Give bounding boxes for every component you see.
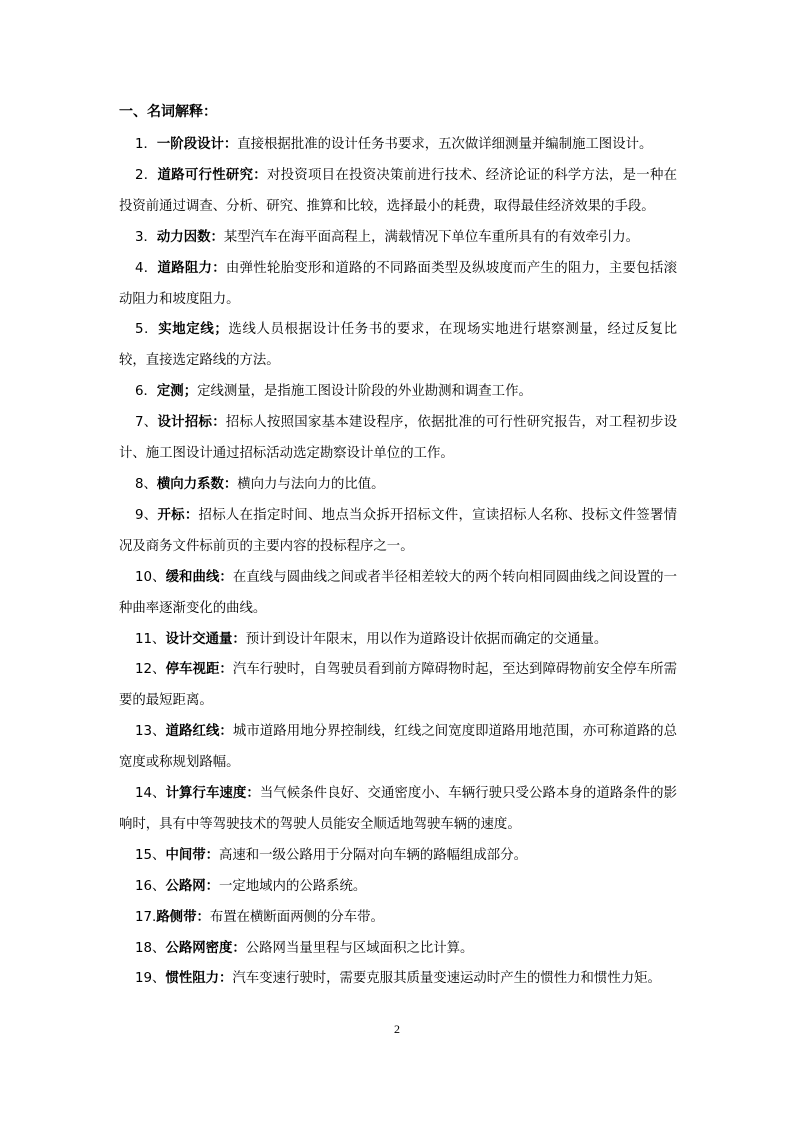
entry-separator: ：: [219, 971, 233, 987]
entry-definition: 由弹性轮胎变形和道路的不同路面类型及纵坡度而产生的阻力，主要包括滚动阻力和坡度阻力。: [119, 260, 678, 307]
entry-number: 10、: [135, 569, 166, 585]
entry-term: 实地定线: [158, 322, 215, 338]
entry-definition: 选线人员根据设计任务书的要求，在现场实地进行堪察测量，经过反复比较，直接选定路线的方法。: [119, 322, 678, 369]
entry-term: 定测: [156, 384, 184, 400]
entry-number: 5．: [135, 322, 159, 338]
entry-definition: 直接根据批准的设计任务书要求，五次做详细测量并编制施工图设计。: [237, 137, 653, 152]
definition-entry: [119, 625, 677, 656]
entry-term: 惯性阻力: [165, 971, 219, 987]
entry-number: 14、: [135, 786, 166, 802]
entry-definition: 预计到设计年限末，用以作为道路设计依据而确定的交通量。: [245, 631, 608, 647]
entry-separator: ：: [223, 476, 238, 492]
entry-term: 横向力系数: [156, 476, 224, 492]
entry-separator: ：: [205, 878, 219, 894]
definition-entry: [119, 223, 677, 254]
definition-entry: [119, 563, 677, 625]
definition-entry: [119, 779, 677, 841]
definition-entry: [119, 161, 677, 223]
entry-number: 19、: [135, 971, 166, 987]
entry-number: 2．: [135, 167, 158, 183]
definition-entry: [119, 470, 677, 501]
entry-definition: 招标人按照国家基本建设程序，依据批准的可行性研究报告，对工程初步设计、施工图设计通过招标活动选定勘察设计单位的工作。: [119, 415, 678, 462]
entry-number: 4．: [135, 260, 158, 276]
definition-entry: [119, 130, 677, 161]
definition-entry: [119, 872, 677, 903]
entry-definition: 城市道路用地分界控制线，红线之间宽度即道路用地范围，亦可称道路的总宽度或称规划路幅。: [119, 724, 678, 771]
definition-entry: [119, 315, 677, 377]
page-number: 2: [394, 1022, 400, 1036]
entry-term: 道路可行性研究: [157, 167, 254, 183]
entry-term: 设计招标: [157, 415, 213, 431]
entry-term: 中间带: [165, 847, 206, 863]
definition-entry: [119, 254, 677, 316]
entry-separator: ：: [212, 260, 226, 276]
definition-list: [119, 130, 677, 995]
entry-definition: 布置在横断面两侧的分车带。: [209, 909, 384, 925]
definition-entry: [119, 903, 677, 934]
entry-definition: 汽车行驶时，自驾驶员看到前方障碍物时起，至达到障碍物前安全停车所需要的最短距离。: [119, 662, 678, 709]
entry-definition: 对投资项目在投资决策前进行技术、经济论证的科学方法，是一种在投资前通过调查、分析、研究、推算和比较，选择最小的耗费，取得最佳经济效果的手段。: [119, 167, 678, 214]
entry-term: 计算行车速度: [165, 786, 247, 802]
entry-number: 7、: [135, 415, 158, 431]
entry-term: 缓和曲线: [165, 569, 220, 585]
entry-definition: 高速和一级公路用于分隔对向车辆的路幅组成部分。: [219, 847, 527, 863]
definition-entry: [119, 841, 677, 872]
entry-term: 一阶段设计: [156, 137, 224, 152]
entry-definition: 在直线与圆曲线之间或者半径相差较大的两个转向相同圆曲线之间设置的一种曲率逐渐变化的曲线。: [119, 569, 678, 616]
entry-term: 道路阻力: [157, 260, 213, 276]
entry-separator: ：: [246, 786, 260, 802]
entry-number: 15、: [135, 847, 166, 863]
entry-separator: ：: [184, 507, 199, 523]
entry-term: 动力因数: [156, 229, 211, 245]
entry-number: 13、: [135, 724, 166, 740]
entry-separator: ：: [232, 631, 246, 647]
entry-number: 8、: [135, 476, 157, 492]
entry-term: 设计交通量: [165, 631, 233, 647]
entry-term: 道路红线: [165, 724, 220, 740]
entry-number: 3．: [135, 229, 157, 245]
entry-term: 公路网: [165, 878, 206, 894]
entry-term: 公路网密度: [165, 940, 233, 956]
entry-definition: 定线测量，是指施工图设计阶段的外业勘测和调查工作。: [197, 384, 532, 400]
entry-definition: 招标人在指定时间、地点当众拆开招标文件，宣读招标人名称、投标文件签署情况及商务文件标前页的主要内容的投标程序之一。: [119, 507, 678, 554]
entry-separator: ；: [183, 384, 198, 400]
entry-definition: 横向力与法向力的比值。: [237, 476, 385, 492]
entry-separator: ：: [205, 847, 219, 863]
entry-number: 12、: [135, 662, 166, 678]
entry-number: 11、: [135, 631, 166, 647]
entry-number: 1．: [135, 137, 157, 152]
definition-entry: [119, 655, 677, 717]
definition-entry: [119, 934, 677, 965]
entry-number: 16、: [135, 878, 166, 894]
entry-separator: ；: [214, 322, 228, 338]
entry-definition: 汽车变速行驶时，需要克服其质量变速运动时产生的惯性力和惯性力矩。: [232, 971, 661, 987]
definition-entry: [119, 717, 677, 779]
entry-term: 开标: [157, 507, 185, 523]
entry-separator: ：: [219, 724, 233, 740]
entry-separator: ：: [253, 167, 267, 183]
entry-number: 9、: [135, 507, 158, 523]
entry-separator: ：: [196, 909, 210, 925]
section-title: 一、名词解释：: [119, 104, 217, 120]
entry-definition: 公路网当量里程与区域面积之比计算。: [245, 940, 474, 956]
entry-separator: ：: [219, 662, 233, 678]
entry-term: 路侧带: [156, 909, 197, 925]
entry-separator: ：: [212, 415, 226, 431]
entry-separator: ：: [232, 940, 246, 956]
entry-number: 17.: [135, 909, 157, 925]
entry-number: 6．: [135, 384, 157, 400]
definition-entry: [119, 377, 677, 408]
definition-entry: [119, 964, 677, 995]
entry-term: 停车视距: [165, 662, 220, 678]
definition-entry: [119, 501, 677, 563]
entry-separator: ：: [223, 137, 238, 152]
entry-definition: 一定地域内的公路系统。: [219, 878, 367, 894]
entry-separator: ：: [210, 229, 224, 245]
entry-number: 18、: [135, 940, 166, 956]
entry-definition: 某型汽车在海平面高程上，满载情况下单位车重所具有的有效牵引力。: [223, 229, 639, 245]
entry-separator: ：: [219, 569, 233, 585]
entry-definition: 当气候条件良好、交通密度小、车辆行驶只受公路本身的道路条件的影响时，具有中等驾驶技术的驾驶人员能安全顺适地驾驶车辆的速度。: [119, 786, 678, 832]
definition-entry: [119, 408, 677, 470]
